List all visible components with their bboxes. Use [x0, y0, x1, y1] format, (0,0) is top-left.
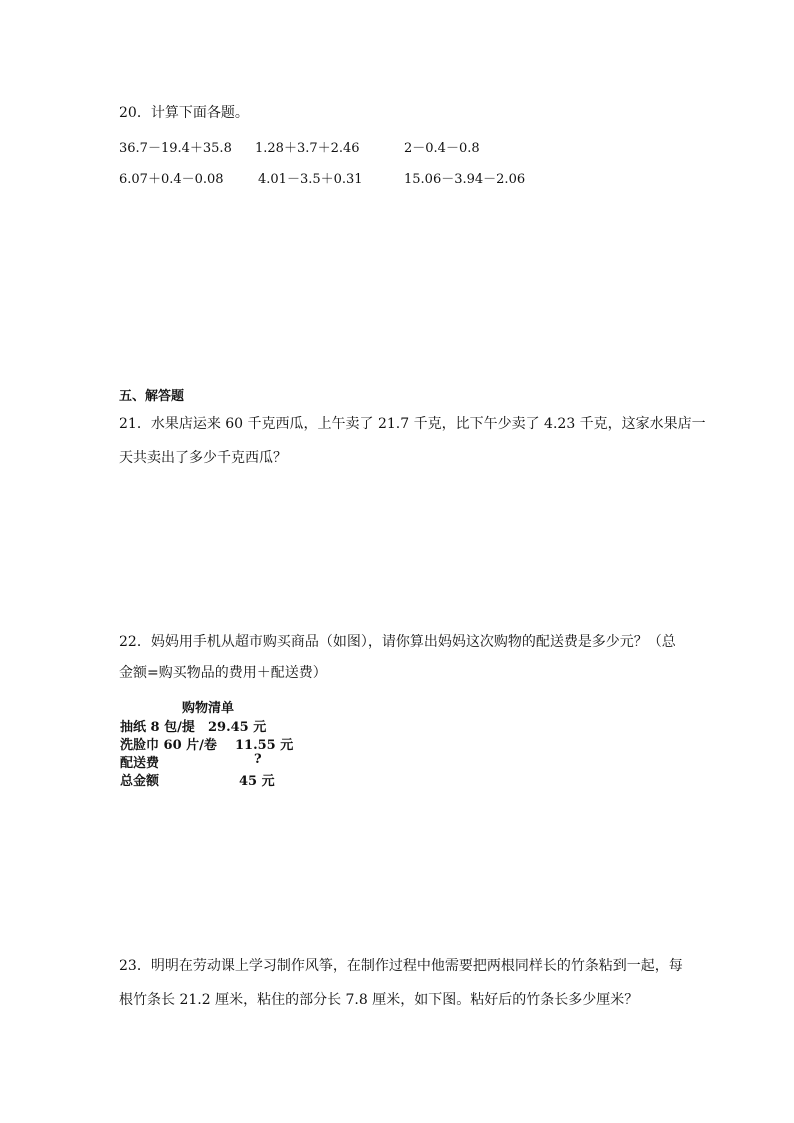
receipt-item-price: 11.55 元 — [235, 738, 294, 753]
receipt-title: 购物清单 — [182, 701, 235, 716]
calc-expression: 6.07＋0.4－0.08 — [119, 172, 224, 187]
receipt-item-name: 洗脸巾 60 片/卷 — [120, 738, 217, 753]
calc-expression: 1.28＋3.7＋2.46 — [255, 141, 360, 156]
q21-line1: 21．水果店运来 60 千克西瓜，上午卖了 21.7 千克，比下午少卖了 4.23 千克，这家水果店一 — [119, 416, 706, 432]
q22-line1: 22．妈妈用手机从超市购买商品（如图），请你算出妈妈这次购物的配送费是多少元？（总 — [119, 634, 676, 650]
receipt-item-price: ? — [254, 752, 262, 767]
calc-expression: 2－0.4－0.8 — [404, 141, 480, 156]
receipt-item-price: 45 元 — [239, 774, 275, 789]
section-title: 五、解答题 — [119, 389, 185, 404]
q21-line2: 天共卖出了多少千克西瓜？ — [119, 450, 287, 466]
q20-title: 20．计算下面各题。 — [119, 105, 249, 121]
calc-expression: 15.06－3.94－2.06 — [404, 172, 526, 187]
q23-line1: 23．明明在劳动课上学习制作风筝，在制作过程中他需要把两根同样长的竹条粘到一起，每 — [119, 958, 683, 974]
receipt-item-name: 抽纸 8 包/提 — [120, 720, 195, 735]
calc-expression: 36.7－19.4＋35.8 — [119, 141, 232, 156]
q22-line2: 金额=购买物品的费用＋配送费） — [119, 665, 327, 681]
q23-line2: 根竹条长 21.2 厘米，粘住的部分长 7.8 厘米，如下图。粘好后的竹条长多少厘米？ — [119, 992, 639, 1008]
receipt-item-name: 总金额 — [120, 774, 160, 789]
calc-expression: 4.01－3.5＋0.31 — [258, 172, 363, 187]
receipt-item-price: 29.45 元 — [208, 720, 267, 735]
receipt-item-name: 配送费 — [120, 756, 160, 771]
